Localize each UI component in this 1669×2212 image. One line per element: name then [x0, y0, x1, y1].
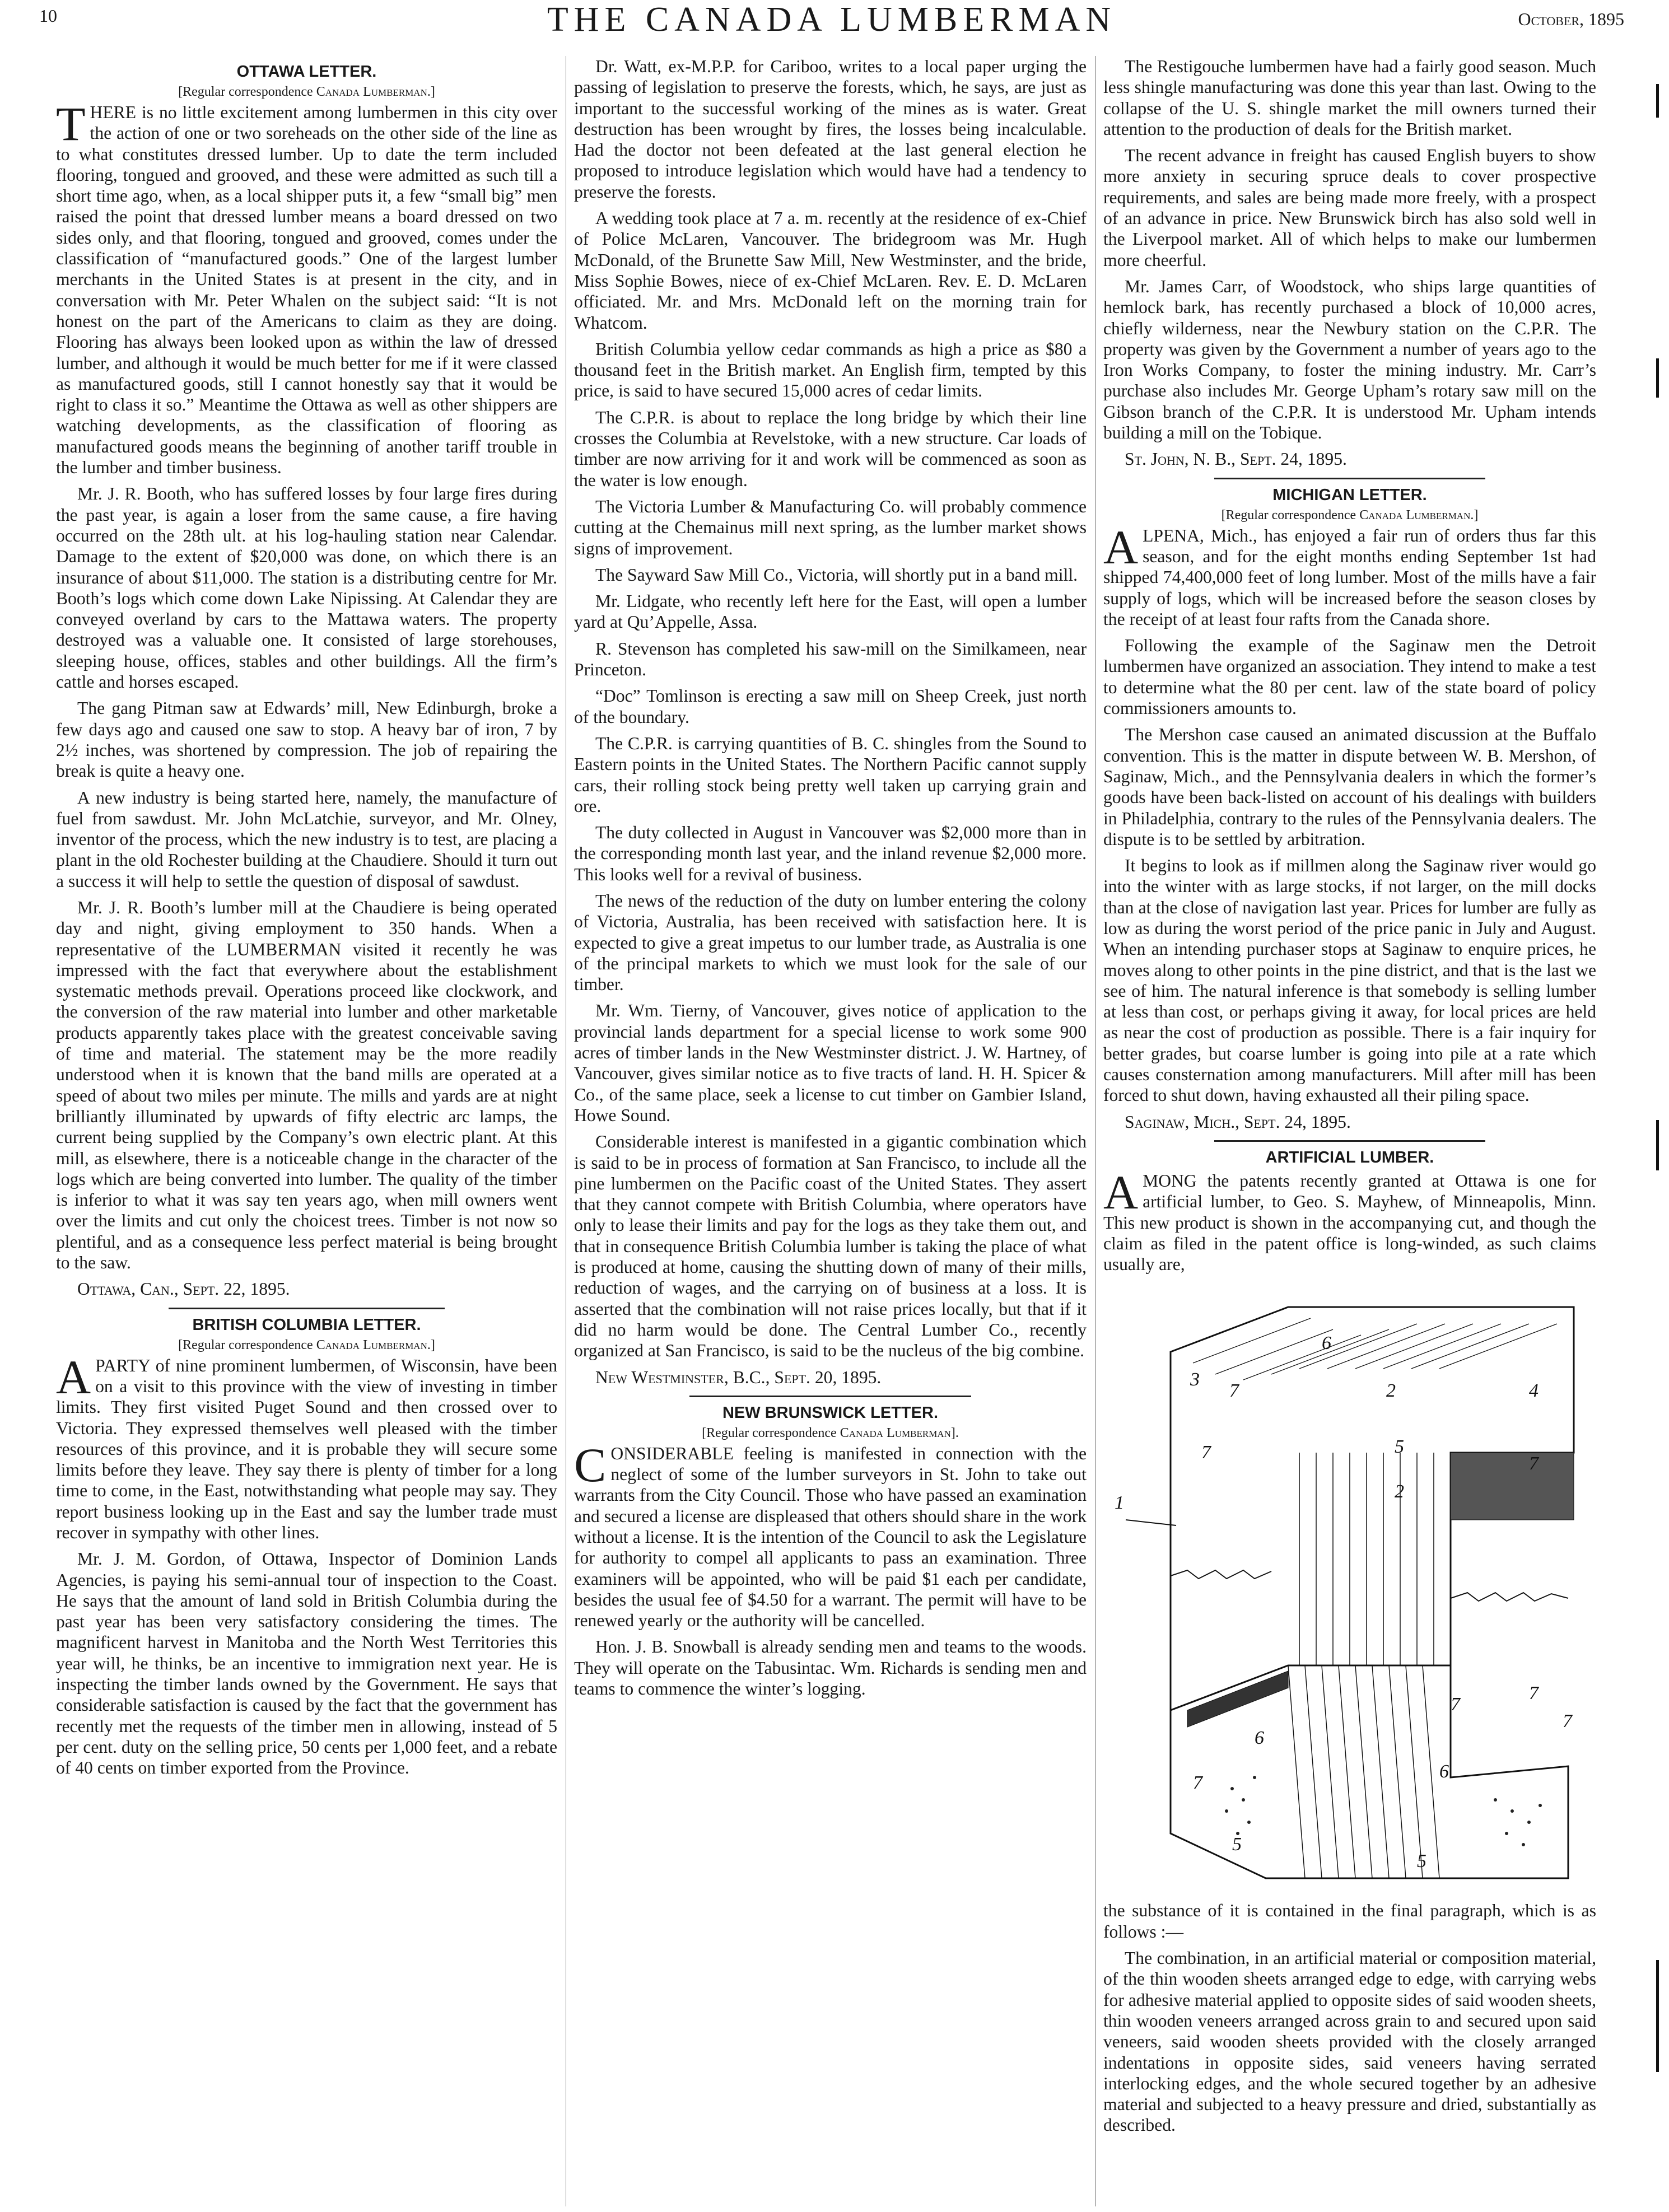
figure-callout-label: 7: [1529, 1683, 1539, 1704]
drop-cap: C: [574, 1438, 607, 1492]
article-paragraph: The recent advance in freight has caused English buyers to show more anxiety in securing spruce deals to cover prospective requirements, and sales are being made more freely, with a prospect of an advance in price. New Brunswick birch has also sold well in the Liverpool market. All of which helps to make our lumbermen more cheerful.: [1103, 146, 1596, 270]
section-rule: [689, 1396, 971, 1397]
section-rule: [1214, 1140, 1485, 1142]
figure-callout-label: 7: [1529, 1453, 1539, 1474]
article-paragraph: The Restigouche lumbermen have had a fairly good season. Much less shingle manufacturing was done this year than last. Owing to the collapse of the U. S. shingle market the mill owners turned their attention to the production of deals for the British market.: [1103, 57, 1596, 139]
artificial-lumber-illustration: [1103, 1285, 1596, 1889]
scan-edge-mark: [1656, 1120, 1659, 1170]
figure-callout-label: 2: [1386, 1380, 1396, 1402]
masthead: THE CANADA LUMBERMAN: [547, 1, 1117, 39]
figure-callout-label: 4: [1529, 1380, 1539, 1402]
article-paragraph: Mr. Lidgate, who recently left here for the East, will open a lumber yard at Qu’Appelle, Assa.: [574, 591, 1087, 632]
article-paragraph: Hon. J. B. Snowball is already sending men and teams to the woods. They will operate on the Tabusintac. Wm. Richards is sending men and teams to commence the winter’s logging.: [574, 1637, 1087, 1699]
correspondence-note: [Regular correspondence Canada Lumberman.]: [178, 1337, 435, 1352]
figure-callout-label: 7: [1229, 1380, 1239, 1402]
article-paragraph: the substance of it is contained in the final paragraph, which is as follows :—: [1103, 1901, 1596, 1942]
article-paragraph: The Victoria Lumber & Manufacturing Co. will probably commence cutting at the Chemainus mill next spring, as the lumber market shows signs of improvement.: [574, 496, 1087, 558]
bc-letter-heading: BRITISH COLUMBIA LETTER.: [192, 1315, 421, 1334]
article-paragraph: The Sayward Saw Mill Co., Victoria, will shortly put in a band mill.: [595, 564, 1078, 585]
article-paragraph: The duty collected in August in Vancouver was $2,000 more than in the corresponding month last year, and the inland revenue $2,000 more. This looks well for a revival of business.: [574, 823, 1087, 884]
page-number: 10: [39, 6, 57, 26]
figure-callout-label: 5: [1232, 1834, 1242, 1855]
dateline: Ottawa, Can., Sept. 22, 1895.: [77, 1279, 290, 1299]
dateline: New Westminster, B.C., Sept. 20, 1895.: [595, 1367, 882, 1387]
figure-callout-label: 7: [1451, 1694, 1460, 1715]
article-paragraph: The combination, in an artificial material or composition material, of the thin wooden sheets arranged edge to edge, with carrying webs for adhesive material applied to opposite sides of said wooden sheets, thin wooden veneers arranged across grain to and secured upon said veneers, said wooden sheets provided with the closely arranged indentations in opposite sides, said veneers having serrated interlocking edges, and the whole secured together by an adhesive material and subjected to a heavy pressure and dried, substantially as described.: [1103, 1948, 1596, 2135]
article-paragraph: It begins to look as if millmen along the Saginaw river would go into the winter with as large stocks, if not larger, on the mill docks than at the close of navigation last year. Prices for lumber are fully as low as during the worst period of the price panic in July and August. When an intending purchaser stops at Saginaw to enquire prices, he moves along to other points in the pine district, and that is the last we see of him. The natural inference is that somebody is selling lumber at less than cost, or perhaps giving it away, for local prices are held as near the cost of production as possible. There is a fair inquiry for better grades, but coarse lumber is going into pile at a rate which causes consternation among manufacturers. Mill after mill has been forced to shut down, having exhausted all their piling space.: [1103, 856, 1596, 1105]
figure-callout-label: 7: [1201, 1442, 1211, 1463]
correspondence-note: [Regular correspondence Canada Lumberman.]: [178, 85, 435, 99]
article-paragraph: The C.P.R. is carrying quantities of B. C. shingles from the Sound to Eastern points in the United States. The Northern Pacific cannot supply cars, their rolling stock being pretty well taken up carrying grain and ore.: [574, 733, 1087, 816]
michigan-letter-heading: MICHIGAN LETTER.: [1272, 486, 1427, 504]
figure-callout-label: 2: [1395, 1481, 1404, 1502]
article-paragraph: “Doc” Tomlinson is erecting a saw mill on Sheep Creek, just north of the boundary.: [574, 686, 1087, 727]
drop-cap: A: [1103, 520, 1139, 574]
article-paragraph: CONSIDERABLE feeling is manifested in connection with the neglect of some of the lumber surveyors in St. John to take out warrants from the City Council. Those who have passed an examination and secured a license are displeased that others should share in the work without a license. It is the intention of the Council to ask the Legislature for authority to compel all applicants to pass an examination. Three examiners will be appointed, who will be paid $1 each per candidate, besides the usual fee of $4.50 for a warrant. The permit will have to be renewed yearly or the authority will be cancelled.: [574, 1438, 1087, 1631]
article-paragraph: R. Stevenson has completed his saw-mill on the Similkameen, near Princeton.: [574, 638, 1087, 680]
scan-edge-mark: [1656, 358, 1659, 398]
correspondence-note: [Regular correspondence Canada Lumberman].: [702, 1425, 959, 1440]
figure-callout-label: 6: [1255, 1728, 1264, 1749]
article-paragraph: AMONG the patents recently granted at Ottawa is one for artificial lumber, to Geo. S. Mayhew, of Minneapolis, Minn. This new product is shown in the accompanying cut, and though the claim as filed in the patent office is long-winded, as such claims usually are,: [1103, 1165, 1596, 1275]
article-paragraph: The Mershon case caused an animated discussion at the Buffalo convention. This is the matter in dispute between W. B. Mershon, of Saginaw, Mich., and the Pennsylvania dealers in which the former’s goods have been back-listed on account of his dealings with builders in Philadelphia, contrary to the rules of the Pennsylvania dealers. The dispute is to be settled by arbitration.: [1103, 725, 1596, 849]
article-paragraph: Following the example of the Saginaw men the Detroit lumbermen have organized an association. They intend to make a test to determine what the 80 per cent. law of the state board of policy commissioners amounts to.: [1103, 636, 1596, 718]
correspondence-note: [Regular correspondence Canada Lumberman.]: [1221, 507, 1479, 522]
article-paragraph: Considerable interest is manifested in a gigantic combination which is said to be in process of formation at San Francisco, to include all the pine lumbermen on the Pacific coast of the United States. They assert that they cannot compete with British Columbia, where operators have only to lease their limits and pay for the logs as they take them out, and that in consequence British Columbia lumber is taking the place of what is produced at home, causing the shutting down of many of their mills, reduction of wages, and the carrying on of business at a loss. It is asserted that the combination will not raise prices locally, but that if it did no harm would be done. The Central Lumber Co., recently organized at San Francisco, is said to be the nucleus of the big combine.: [574, 1132, 1087, 1361]
article-paragraph: British Columbia yellow cedar commands as high a price as $80 a thousand feet in the British market. An English firm, tempted by this price, is said to have secured 15,000 acres of cedar limits.: [574, 339, 1087, 401]
drop-cap: A: [1103, 1165, 1139, 1219]
dateline: St. John, N. B., Sept. 24, 1895.: [1125, 449, 1347, 469]
figure-callout-label: 6: [1322, 1333, 1331, 1354]
column-3: [1103, 56, 1596, 2206]
figure-callout-label: 6: [1439, 1761, 1449, 1782]
figure-callout-label: 7: [1193, 1772, 1202, 1794]
article-paragraph: APARTY of nine prominent lumbermen, of Wisconsin, have been on a visit to this province with the view of investing in timber limits. They first visited Puget Sound and then crossed over to Victoria. They expressed themselves well pleased with the timber resources of this province, and it is probable they will secure some limits before they leave. They say there is plenty of timber for a long time to come, in the East, notwithstanding what people may say. They report business looking up in the East and say the lumber trade must recover in sympathy with other lines.: [56, 1350, 557, 1542]
article-paragraph: Dr. Watt, ex-M.P.P. for Cariboo, writes to a local paper urging the passing of legislation to preserve the forests, which, he says, are just as important to the successful working of the mines as is water. Great destruction has been wrought by fires, the losses being incalculable. Had the doctor not been defeated at the last general election he proposed to introduce legislation which would have had a tendency to preserve the forests.: [574, 57, 1087, 202]
article-paragraph: Mr. J. R. Booth, who has suffered losses by four large fires during the past year, is again a loser from the same cause, a fire having occurred on the 28th ult. at his log-hauling station near Calendar. Damage to the extent of $20,000 was done, on which there is an insurance of about $11,000. The station is a distributing centre for Mr. Booth’s logs which come down Lake Nipissing. At Calendar they are conveyed overland by cars to the Mattawa waters. The property destroyed was a valuable one. It consisted of large storehouses, sleeping house, offices, stables and other buildings. All the firm’s cattle and horses escaped.: [56, 484, 557, 692]
dateline: Saginaw, Mich., Sept. 24, 1895.: [1125, 1112, 1351, 1132]
article-paragraph: Mr. J. R. Booth’s lumber mill at the Chaudiere is being operated day and night, giving employment to 350 hands. When a representative of the LUMBERMAN visited it recently he was impressed with the fact that everywhere about the establishment systematic methods prevail. Operations proceed like clockwork, and the conversion of the raw material into lumber and other marketable products apparently takes place with the greatest conceivable saving of time and material. The statement may be the more readily understood when it is known that the band mills are operated at a speed of about two miles per minute. The mills and yards are at night brilliantly illuminated by upwards of fifty electric arc lamps, the current being supplied by the Company’s own electric plant. At this mill, as elsewhere, there is a noticeable change in the character of the logs which are being converted into lumber. The quality of the timber is inferior to what it was say ten years ago, when mill owners went over the limits and cut only the choicest trees. Timber is not now so plentiful, and as a consequence less perfect material is being brought to the saw.: [56, 897, 557, 1273]
article-paragraph: Mr. James Carr, of Woodstock, who ships large quantities of hemlock bark, has recently purchased a block of 10,000 acres, chiefly wilderness, near the Newbury station on the C.P.R. The property was given by the Government a number of years ago to the Iron Works Company, to foster the mining industry. Mr. Carr’s purchase also includes Mr. George Upham’s rotary saw mill on the Gibson branch of the C.P.R. It is understood Mr. Upham intends building a mill on the Tobique.: [1103, 276, 1596, 443]
scan-edge-mark: [1656, 1960, 1659, 2072]
drop-cap: T: [56, 97, 86, 151]
artificial-lumber-heading: ARTIFICIAL LUMBER.: [1265, 1148, 1434, 1166]
section-rule: [169, 1308, 444, 1309]
article-paragraph: ALPENA, Mich., has enjoyed a fair run of orders thus far this season, and for the eight months ending September 1st had shipped 74,400,000 feet of long lumber. Most of the mills have a fair supply of logs, which will be increased before the season closes by the receipt of at least four rafts from the Canada shore.: [1103, 520, 1596, 629]
drop-cap: A: [56, 1350, 91, 1404]
article-paragraph: Mr. Wm. Tierny, of Vancouver, gives notice of application to the provincial lands department for a special license to work some 900 acres of timber lands in the New Westminster district. J. W. Hartney, of Vancouver, gives similar notice as to five tracts of land. H. H. Spicer & Co., of the same place, seek a license to cut timber on Gambier Island, Howe Sound.: [574, 1001, 1087, 1125]
column-1: [56, 56, 557, 2206]
issue-date: October, 1895: [1518, 9, 1624, 29]
article-paragraph: Mr. J. M. Gordon, of Ottawa, Inspector of Dominion Lands Agencies, is paying his semi-annual tour of inspection to the Coast. He says that the amount of land sold in British Columbia during the past year has been very satisfactory considering the times. The magnificent harvest in Manitoba and the North West Territories this year will, he thinks, be an incentive to immigration next year. He is inspecting the timber lands owned by the Government. He says that considerable satisfaction is caused by the fact that the government has recently met the requests of the timber men in allowing, instead of 5 per cent. duty on the selling price, 50 cents per 1,000 feet, and a rebate of 40 cents on timber exported from the Province.: [56, 1549, 557, 1778]
article-paragraph: A new industry is being started here, namely, the manufacture of fuel from sawdust. Mr. John McLatchie, surveyor, and Mr. Olney, inventor of the process, which the new industry is to test, are placing a plant in the old Rochester building at the Chaudiere. Should it turn out a success it will help to settle the question of disposal of sawdust.: [56, 787, 557, 891]
scan-edge-mark: [1656, 84, 1659, 118]
page-header: [39, 1, 1624, 50]
article-paragraph: A wedding took place at 7 a. m. recently at the residence of ex-Chief of Police McLaren, Vancouver. The bridegroom was Mr. Hugh McDonald, of the Brunette Saw Mill, New Westminster, and the bride, Miss Sophie Bowes, niece of ex-Chief McLaren. Rev. E. D. McLaren officiated. Mr. and Mrs. McDonald left on the morning train for Whatcom.: [574, 208, 1087, 333]
article-paragraph: The C.P.R. is about to replace the long bridge by which their line crosses the Columbia at Revelstoke, with a new structure. Car loads of timber are now arriving for it and work will be commenced as soon as the water is low enough.: [574, 407, 1087, 490]
figure-callout-label: 3: [1190, 1369, 1200, 1390]
section-rule: [1214, 478, 1485, 479]
figure-callout-label: 7: [1563, 1711, 1572, 1732]
article-paragraph: The gang Pitman saw at Edwards’ mill, New Edinburgh, broke a few days ago and caused one saw to stop. A heavy bar of iron, 7 by 2½ inches, was shortened by compression. The job of repairing the break is quite a heavy one.: [56, 698, 557, 781]
figure-callout-label: 5: [1395, 1436, 1404, 1458]
article-paragraph: THERE is no little excitement among lumbermen in this city over the action of one or two soreheads on the other side of the line as to what constitutes dressed lumber. Up to date the term included flooring, tongued and grooved, and these were admitted as such till a short time ago, when, as a local shipper puts it, a few “small big” men raised the point that dressed lumber means a board dressed on two sides only, and that flooring, tongued and grooved, comes under the classification of “manufactured goods.” One of the largest lumber merchants in the United States is at present in the city, and in conversation with Mr. Peter Whalen on the subject said: “It is not honest on the part of the Americans to claim as they are doing. Flooring has always been looked upon as within the law of dressed lumber, and although it would be much better for me if it were classed as manufactured goods, still I cannot honestly say that it would be right to class it so.” Meantime the Ottawa as well as other shippers are watching developments, as the classification of flooring as manufactured goods means the beginning of another tariff trouble in the lumber and timber business.: [56, 97, 557, 478]
figure-callout-label: 5: [1417, 1851, 1426, 1872]
nb-letter-heading: NEW BRUNSWICK LETTER.: [722, 1403, 939, 1422]
column-2: [574, 56, 1087, 2206]
figure-callout-label: 1: [1115, 1492, 1124, 1514]
ottawa-letter-heading: OTTAWA LETTER.: [236, 63, 377, 81]
article-paragraph: The news of the reduction of the duty on lumber entering the colony of Victoria, Australia, has been received with satisfaction here. It is expected to give a great impetus to our lumber trade, as Australia is one of the principal markets to which we must look for the sale of our timber.: [574, 890, 1087, 995]
